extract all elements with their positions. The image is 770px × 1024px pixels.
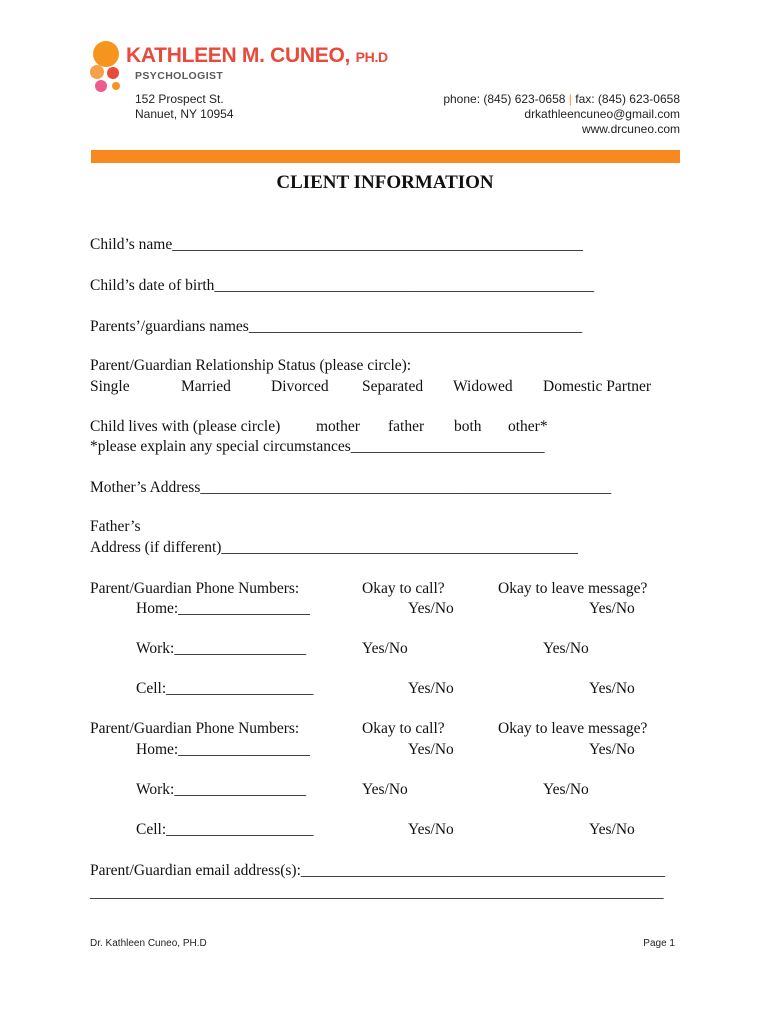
- option-widowed[interactable]: Widowed: [453, 378, 513, 395]
- phone-block-1-cell-call-yesno[interactable]: Yes/No: [408, 680, 454, 697]
- option-other[interactable]: other*: [508, 418, 548, 435]
- phone-block-2-label: Parent/Guardian Phone Numbers:: [90, 720, 300, 737]
- option-both[interactable]: both: [454, 418, 482, 435]
- address-line-2: Nanuet, NY 10954: [135, 107, 234, 121]
- brand-credential: PH.D: [355, 49, 388, 65]
- email-link[interactable]: drkathleencuneo@gmail.com: [524, 107, 680, 121]
- fathers-address-field[interactable]: Address (if different)______________________________________________: [90, 539, 578, 556]
- phone-fax-line: [443, 92, 680, 106]
- phone-block-2-cell-msg-yesno[interactable]: Yes/No: [589, 821, 635, 838]
- phone-block-2-okay-call: Okay to call?: [362, 720, 445, 737]
- parents-names-field[interactable]: Parents’/guardians names___________________________________________: [90, 318, 583, 335]
- phone-block-1-okay-message: Okay to leave message?: [498, 580, 648, 597]
- phone-block-1-home-call-yesno[interactable]: Yes/No: [408, 600, 454, 617]
- option-divorced[interactable]: Divorced: [271, 378, 329, 395]
- mothers-address-field[interactable]: Mother’s Address_____________________________________________________: [90, 479, 612, 496]
- email-address-line-2[interactable]: __________________________________________________________________________: [90, 884, 664, 901]
- brand-name-text: KATHLEEN M. CUNEO,: [126, 44, 351, 67]
- phone-block-2-work-field[interactable]: Work:_________________: [136, 781, 307, 798]
- email-address-field[interactable]: Parent/Guardian email address(s):_______________________________________________: [90, 862, 666, 879]
- header-divider: [91, 150, 680, 163]
- website-link[interactable]: www.drcuneo.com: [581, 122, 680, 136]
- option-separated[interactable]: Separated: [362, 378, 424, 395]
- childs-name-field[interactable]: Child’s name_____________________________________________________: [90, 236, 583, 253]
- special-circumstances-field[interactable]: *please explain any special circumstances_________________________: [90, 438, 545, 455]
- option-father[interactable]: father: [388, 418, 425, 435]
- phone-block-2-okay-message: Okay to leave message?: [498, 720, 648, 737]
- phone-block-1-home-field[interactable]: Home:_________________: [136, 600, 310, 617]
- phone-block-2-cell-field[interactable]: Cell:___________________: [136, 821, 314, 838]
- brand-name: [126, 44, 388, 68]
- fax-text: fax: (845) 623-0658: [575, 92, 680, 106]
- phone-block-2-home-field[interactable]: Home:_________________: [136, 741, 310, 758]
- phone-block-1-label: Parent/Guardian Phone Numbers:: [90, 580, 300, 597]
- phone-block-2-work-call-yesno[interactable]: Yes/No: [362, 781, 408, 798]
- phone-block-2-home-call-yesno[interactable]: Yes/No: [408, 741, 454, 758]
- separator: |: [568, 92, 572, 106]
- option-mother[interactable]: mother: [316, 418, 360, 435]
- phone-block-2-home-msg-yesno[interactable]: Yes/No: [589, 741, 635, 758]
- phone-block-1-work-call-yesno[interactable]: Yes/No: [362, 640, 408, 657]
- phone-block-2-work-msg-yesno[interactable]: Yes/No: [543, 781, 589, 798]
- phone-block-1-work-field[interactable]: Work:_________________: [136, 640, 307, 657]
- address-line-1: 152 Prospect St.: [135, 92, 224, 106]
- phone-block-1-cell-field[interactable]: Cell:___________________: [136, 680, 314, 697]
- phone-text: phone: (845) 623-0658: [443, 92, 566, 106]
- form-title: CLIENT INFORMATION: [276, 172, 494, 193]
- phone-block-1-cell-msg-yesno[interactable]: Yes/No: [589, 680, 635, 697]
- phone-block-1-okay-call: Okay to call?: [362, 580, 445, 597]
- lives-with-label: Child lives with (please circle): [90, 418, 281, 435]
- fathers-label: Father’s: [90, 518, 141, 535]
- relationship-label: Parent/Guardian Relationship Status (please circle):: [90, 357, 412, 374]
- footer-page-number: Page 1: [643, 938, 675, 949]
- phone-block-1-work-msg-yesno[interactable]: Yes/No: [543, 640, 589, 657]
- phone-block-2-cell-call-yesno[interactable]: Yes/No: [408, 821, 454, 838]
- child-dob-field[interactable]: Child’s date of birth_________________________________________________: [90, 277, 595, 294]
- footer-author: Dr. Kathleen Cuneo, PH.D: [90, 938, 207, 949]
- brand-subtitle: PSYCHOLOGIST: [135, 70, 224, 82]
- option-single[interactable]: Single: [90, 378, 130, 395]
- phone-block-1-home-msg-yesno[interactable]: Yes/No: [589, 600, 635, 617]
- option-married[interactable]: Married: [181, 378, 231, 395]
- option-domestic-partner[interactable]: Domestic Partner: [543, 378, 652, 395]
